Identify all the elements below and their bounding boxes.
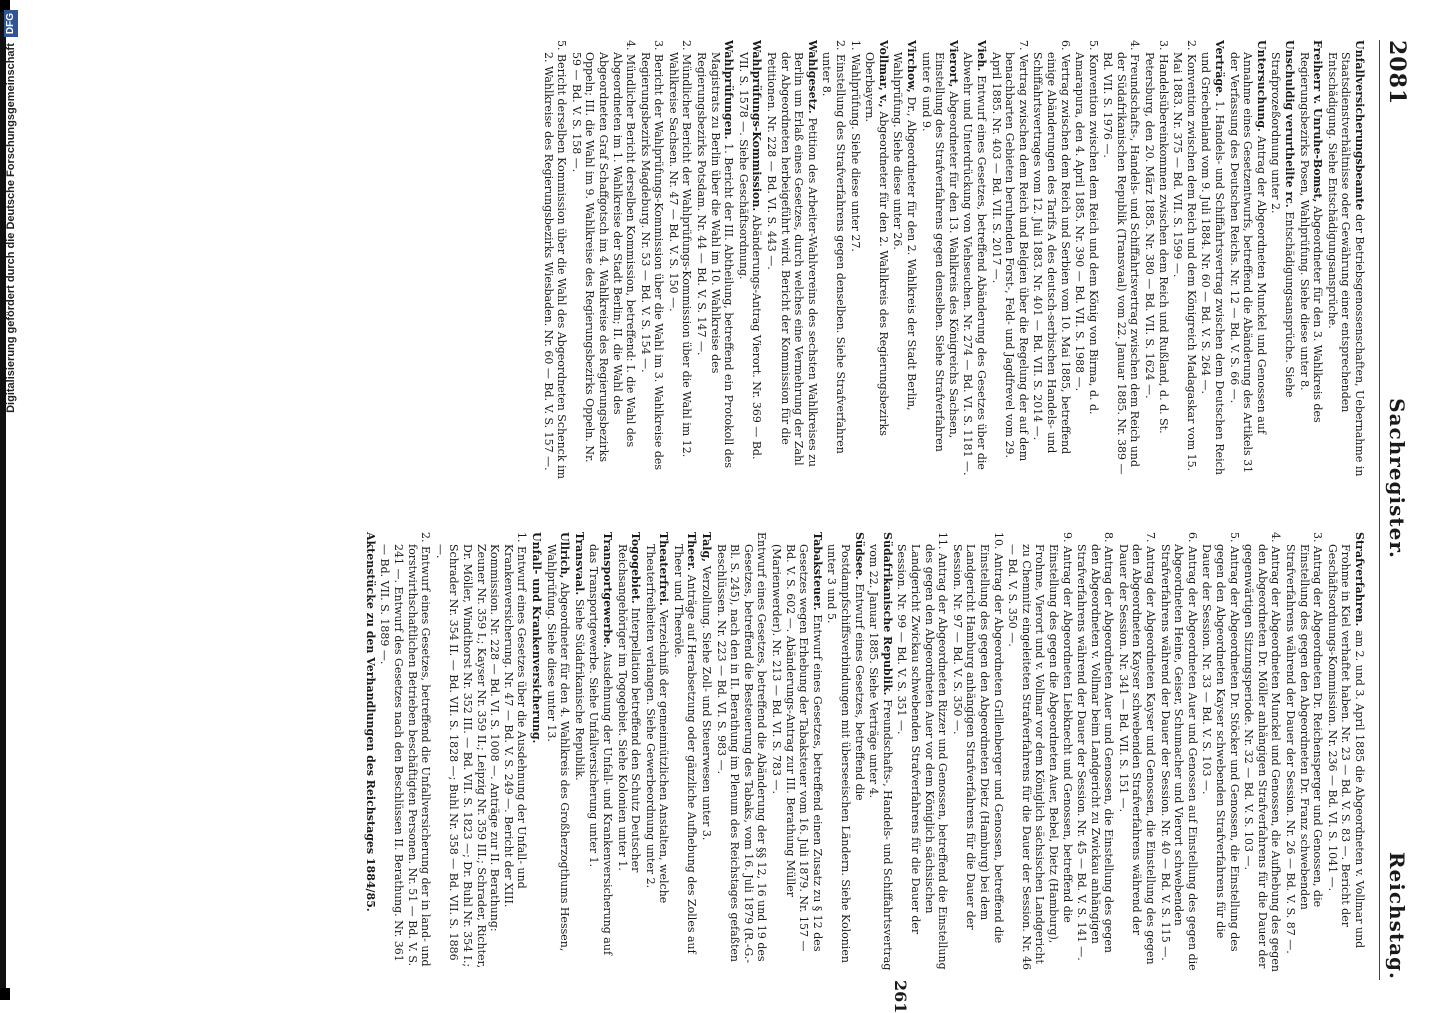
index-keyword: Unfallversicherungsbeamte <box>1353 40 1366 215</box>
index-entry <box>615 532 642 972</box>
index-keyword: Unfall- und Krankenversicherung. <box>529 532 543 744</box>
index-entry-text: 1. Wahlprüfung. Siehe diese unter 27. <box>848 40 862 252</box>
index-entry <box>643 532 670 972</box>
index-entry <box>820 40 847 480</box>
index-entry-text: Abgeordneter für den 3. Wahlkreis des Regierungsbezirks Posen, Wahlprüfung. Siehe diese unter 8. <box>1297 52 1325 423</box>
index-entry-text: 8. Antrag der Abgeordneten Auer und Genossen, die Einstellung des gegen den Abgeordneten v. Vollmar beim Landgericht zu Zwickau anhängigen Strafverfahrens während der Dauer der Session. Nr. 45 — Bd. V. S. 141 —. <box>1075 532 1116 961</box>
index-entry <box>1075 532 1116 972</box>
index-keyword: Südsee. <box>852 532 866 584</box>
index-entry <box>544 532 571 972</box>
index-entry-text: 3. Handelsübereinkommen zwischen dem Reich und Rußland, d. d. St. Petersburg, den 20. März 1885. Nr. 380 — Bd. VII. S. 1624 —. <box>1143 40 1170 434</box>
index-column-right <box>76 532 1366 972</box>
index-keyword: Theer. <box>685 532 699 575</box>
index-entry-text: Verzeichniß der gemeinnützlichen Anstalten, welche Theaterfreiheiten verlangen. Siehe Gewerbeordnung unter 2. <box>643 544 671 904</box>
page-number: 2081 <box>1384 40 1410 106</box>
index-entry <box>989 40 1030 480</box>
index-entry <box>825 532 866 972</box>
index-entry-text: Entwurf eines Gesetzes, betreffend einen Zusatz zu § 12 des Gesetzes wegen Erhebung der Tabaksteuer vom 16. Juli 1879. Nr. 157 — Bd. V. S. 602 —. Abänderungs-Antrag zur III. Berathung Müller (Marienwerder). Nr. 213 — Bd. VI. S. 783 —. <box>770 544 824 952</box>
index-entry <box>891 40 918 480</box>
index-keyword: Vierort, <box>946 40 960 92</box>
index-column-left <box>76 40 1366 480</box>
index-entry <box>1031 40 1072 480</box>
index-entry-text: 2. Einstellung des Strafverfahrens gegen denselben. Siehe Strafverfahren unter 8. <box>820 40 848 454</box>
index-keyword: Freiherr v. Unruhe-Bomst, <box>1311 40 1325 207</box>
index-entry-text: 9. Antrag der Abgeordneten Liebknecht und Genossen, betreffend die Einstellung des gegen die Abgeordneten Auer, Bebel, Dietz (Hamburg), Frohme, Vierort und v. Vollmar vor dem Königlich sächsischen Landgericht zu Chemnitz eingeleiteten Strafverfahrens für die Dauer der Session. Nr. 46 — Bd. V. S. 350 —. <box>1006 532 1074 971</box>
index-entry-text: Verzollung. Siehe Zoll- und Steuerwesen unter 3. <box>700 565 714 841</box>
index-entry-text: 1. Handels- und Schiffahrtsvertrag zwischen dem Deutschen Reich und Griechenland vom 9. Juli 1884. Nr. 60 — Bd. V. S. 264 —. <box>1199 52 1227 475</box>
index-keyword: Vieh. <box>974 40 988 76</box>
index-entry <box>378 532 432 972</box>
index-keyword: Togogebiet. <box>629 532 643 608</box>
index-keyword: Unschuldig verurtheilte rc. <box>1283 40 1297 212</box>
index-entry-text: Entwurf eines Gesetzes, betreffend Abänderung des Gesetzes über die Abwehr und Unterdrückung von Viehseuchen. Nr. 274 — Bd. VI. S. 1181 —. <box>961 52 988 476</box>
index-keyword: Ullrich, <box>558 532 572 583</box>
index-entry-text: Anträge auf Herabsetzung oder gänzliche Aufhebung des Zolles auf Theer und Theeröle. <box>671 544 699 954</box>
index-entry <box>919 40 960 480</box>
index-entry-text: 2. Entwurf eines Gesetzes, betreffend die Unfallversicherung der in land- und forstwirthschaftlichen Betrieben beschäftigten Personen. Nr. 51 — Bd. V. S. 241 —. Entwurf des Gesetzes nach den Beschlüssen II. Berathung. Nr. 361 — Bd. VII. S. 1889 —. <box>378 532 433 967</box>
index-keyword: Wahlprüfungs-Kommission. <box>750 40 764 216</box>
index-entry-text: Ausdehnung der Unfall- und Krankenversicherung auf das Transportgewerbe. Siehe Unfallversicherung unter 1. <box>587 544 614 956</box>
index-keyword: Vollmar, v., <box>876 40 890 112</box>
index-entry <box>848 40 862 480</box>
running-title: Sachregister. <box>1385 398 1409 559</box>
index-entry <box>638 40 665 480</box>
index-keyword: Wahlgesetz. <box>805 40 819 118</box>
index-keyword: Talg, <box>700 532 714 566</box>
index-entry-text: 2. Konvention zwischen dem Reich und dem Königreich Madagaskar vom 15. Mai 1883. Nr. 375 — Bd. VII. S. 1599 —. <box>1171 40 1198 472</box>
index-entry <box>1200 532 1241 972</box>
index-entry <box>572 532 586 972</box>
index-keyword: Verträge. <box>1213 40 1227 101</box>
index-entry <box>1269 40 1296 480</box>
index-entry <box>1171 40 1198 480</box>
index-entry <box>867 532 894 972</box>
index-entry <box>769 532 823 972</box>
index-entry <box>1199 40 1226 480</box>
index-entry-text: 10. Antrag der Abgeordneten Grillenberger und Genossen, betreffend die Einstellung des gegen den Abgeordneten Dietz (Hamburg) bei dem Landgericht Hamburg anhängigen Strafverfahrens für die Dauer der Session. Nr. 97 — Bd. V. S. 350 —. <box>950 532 1005 944</box>
index-entry-text: Dr., Abgeordneter für den 2. Wahlkreis der Stadt Berlin, Wahlprüfung. Siehe diese unter 26. <box>891 52 918 411</box>
rotated-document-page <box>65 40 1410 1013</box>
index-entry-text: Abänderungs-Antrag Vierort. Nr. 369 — Bd. VII. S. 1578 —. Siehe Geschäftsordnung. <box>736 52 764 460</box>
index-entry-text: 6. Vertrag zwischen dem Reich und Serbien vom 10. Mai 1885, betreffend einige Abänderungen des Tarifs A des deutsch-serbischen Handels- und Schiffahrtsvertrages vom 12. Juli 1883. Nr. 401 — Bd. VII. S. 2014 —. <box>1031 40 1072 455</box>
index-entry-text: Abgeordneter für den 13. Wahlkreis des Königreichs Sachsen, Einstellung des Strafverfahrens gegen denselben. Siehe Strafverfahren unter 6 und 9. <box>919 52 960 452</box>
index-keyword: Wahlprüfungen. <box>722 40 736 144</box>
index-keyword: Untersuchung. <box>1254 40 1268 136</box>
index-entry-text: Freundschafts-, Handels- und Schiffahrtsvertrag vom 22. Januar 1885. Siehe Verträge unter 4. <box>867 544 894 971</box>
index-entry <box>1242 532 1283 972</box>
index-entry <box>587 532 614 972</box>
index-entry-text: 5. Konvention zwischen dem Reich und dem König von Birma, d. d. Amarapura, den 4. April 1885. Nr. 390 — Bd. VII. S. 1988 —. <box>1073 40 1100 415</box>
index-entry-text: am 2. und 3. April 1885 die Abgeordneten v. Vollmar und Frohme in Kiel verhaftet haben. Nr. 23 — Bd. V. S. 83 —. Bericht der Geschäftsordnungs-Kommission. Nr. 236 — Bd. VI. S. 1041 —. <box>1325 544 1366 949</box>
index-entry <box>1325 40 1366 480</box>
index-entry-text: 6. Antrag der Abgeordneten Auer und Genossen auf Einstellung des gegen die Abgeordneten Heine, Geiser, Schumacher und Vierort schwebenden Strafverfahrens während der Dauer der Session. Nr. 40 — Bd. V. S. 115 —. <box>1158 532 1199 971</box>
index-keyword: Aktenstücke zu den Verhandlungen des Reichstages 1884/85. <box>363 532 377 912</box>
credit-text: Digitalisierung gefördert durch die Deutsche Forschungsgemeinschaft <box>5 43 17 413</box>
index-entry-text: Antrag der Abgeordneten Munckel und Genossen auf Annahme eines Gesetzentwurfs, betreffend die Abänderung des Artikels 31 der Verfassung des Deutschen Reichs. Nr. 12 — Bd. V. S. 66 —. <box>1227 52 1268 474</box>
index-entry-text: 7. Antrag der Abgeordneten Kayser und Genossen, die Einstellung des gegen den Abgeordneten Kayser schwebenden Strafverfahrens während der Dauer der Session. Nr. 341 — Bd. VII. S. 151 —. <box>1116 532 1158 965</box>
index-entry-text: 3. Antrag der Abgeordneten Dr. Reichensperger und Genossen, die Einstellung des gegen den Abgeordneten Dr. Franz schwebenden Strafverfahrens während der Dauer der Session. Nr. 26 — Bd. V. S. 87 —. <box>1284 532 1325 954</box>
section-title: Reichstag. <box>1385 851 1409 980</box>
index-entry-text: Abgeordneter für den 2. Wahlkreis des Regierungsbezirks Oberbayern. <box>863 52 890 436</box>
index-entry-text: Interpellation betreffend den Schutz Deutscher Reichsangehöriger im Togogebiet. Siehe Kolonien unter 1. <box>615 544 643 873</box>
index-entry <box>1297 40 1324 480</box>
index-entry <box>529 532 543 972</box>
index-entry <box>1325 532 1366 972</box>
index-keyword: Tabaksteuer. <box>810 532 824 615</box>
index-entry-text: Entschädigungsansprüche. Siehe Strafprozeßordnung unter 2. <box>1269 52 1297 398</box>
index-entry-text: Abgeordneter für den 4. Wahlkreis des Großherzogthums Hessen, Wahlprüfung. Siehe diese unter 13. <box>544 544 572 952</box>
index-entry <box>1073 40 1100 480</box>
index-entry-text: 7. Vertrag zwischen dem Reich und Belgien über die Regelung der auf dem benachbarten Gebieten beruhenden Forst-, Feld- und Jagdfrevel vom 29. April 1885. Nr. 403 — Bd. VII. S. 2017 —. <box>989 40 1030 462</box>
index-entry <box>895 532 949 972</box>
digitization-credit <box>0 0 22 1000</box>
index-entry-text: 3. Bericht der Wahlprüfungs-Kommission über die Wahl im 3. Wahlkreise des Regierungsbezirks Magdeburg. Nr. 53 — Bd. V. S. 154 —. <box>638 40 666 471</box>
index-entry <box>433 532 528 972</box>
index-entry-text: Entwurf eines Gesetzes, betreffend die Abänderung der §§ 12, 16 und 19 des Gesetzes, betreffend die Besteuerung des Tabaks, vom 16. Juli 1879 (R.-G.-Bl. S. 245), nach den in II. Berathung im Plenum des Reichstages gefaßten Beschlüssen. Nr. 223 — Bd. VI. S. 983 —. <box>714 532 769 964</box>
bottom-page-number: 261 <box>891 980 910 1013</box>
index-keyword: Virchow, <box>905 40 918 97</box>
index-entry-text: 5. Bericht derselben Kommission über die Wahl des Abgeordneten Schenck im 2. Wahlkreise des Regierungsbezirks Wiesbaden. Nr. 60 — Bd. V. S. 157 —. <box>541 40 569 479</box>
index-entry <box>700 532 714 972</box>
index-entry <box>569 40 637 480</box>
index-keyword: Südafrikanische Republik. <box>880 532 894 700</box>
index-entry <box>363 532 377 972</box>
index-entry <box>764 40 818 480</box>
index-entry-text: 5. Antrag der Abgeordneten Dr. Stöcker und Genossen, die Einstellung des gegen den Abgeordneten Kayser schwebenden Strafverfahrens für die Dauer der Session. Nr. 33 — Bd. V. S. 103 —. <box>1200 532 1241 952</box>
index-entry-text: der Betriebsgenossenschaften, Uebernahme in Staatsdienstverhältnisse oder Gewährung einer entsprechenden Entschädigung. Siehe Entschädigungsansprüche. <box>1325 52 1366 477</box>
index-entry <box>736 40 763 480</box>
index-entry <box>671 532 698 972</box>
index-entry-text: 1. Bericht der III. Abtheilung, betreffend ein Protokoll des Magistrats zu Berlin über die Wahl im 10. Wahlkreise des Regierungsbezirks Potsdam. Nr. 44 — Bd. V. S. 147 —. <box>695 52 736 469</box>
index-entry <box>1116 532 1157 972</box>
index-entry-text: Siehe Südafrikanische Republik. <box>572 598 586 781</box>
index-entry <box>1101 40 1142 480</box>
page-header <box>1379 40 1410 980</box>
index-keyword: Transvaal. <box>572 532 586 599</box>
index-entry <box>1283 532 1324 972</box>
index-entry-text: 1. Entwurf eines Gesetzes über die Ausdehnung der Unfall- und Krankenversicherung. Nr. 47 — Bd. V. S. 249 —. Bericht der XIII. Kommission. Nr. 228 — Bd. VI. S. 1008 —. Anträge zur II. Berathung: Zeuner Nr. 359 I.; Kayser Nr. 359 II.; Leipzig Nr. 359 III.; Schrader, Richter, Dr. Möller, Windthorst Nr. 352 III. — Bd. VII. S. 1823 —; Dr. Buhl Nr. 354 I.; Schrader Nr. 354 II. — Bd. VII. S. 1828 —; Buhl Nr. 358 — Bd. VII. S. 1886 —. <box>433 532 529 969</box>
index-keyword: Theaterfrei. <box>657 532 671 610</box>
index-entry <box>714 532 768 972</box>
index-entry-text: Petition des Arbeiter-Wahlvereins des sechsten Wahlkreises zu Berlin um Erlaß eines Gesetzes, durch welches eine Vermehrung der Zahl der Abgeordneten herbeigeführt wird. Bericht der Kommission für die Petitionen. Nr. 228 — Bd. VI. S. 443 —. <box>765 52 819 467</box>
index-entry-text: 11. Antrag der Abgeordneten Rizzer und Genossen, betreffend die Einstellung des gegen den Abgeordneten Auer vor dem Königlich sächsischen Landgericht Zwickau schwebenden Strafverfahrens für die Dauer der Session. Nr. 99 — Bd. V. S. 351 —. <box>895 532 950 970</box>
index-entry <box>1143 40 1170 480</box>
index-entry-text: 4. Antrag der Abgeordneten Munckel und Genossen, die Aufhebung des gegen den Abgeordneten Dr. Möller anhängigen Strafverfahrens für die Dauer der gegenwärtigen Sitzungsperiode. Nr. 32 — Bd. V. S. 103 —. <box>1242 532 1283 972</box>
index-keyword: Transportgewerbe. <box>600 532 614 652</box>
index-entry <box>863 40 890 480</box>
dfg-logo: DFG <box>4 10 18 37</box>
index-entry <box>695 40 736 480</box>
index-entry <box>961 40 988 480</box>
index-entry-text: Entwurf eines Gesetzes, betreffend die Postdampfschiffsverbindungen mit überseeischen Ländern. Siehe Kolonien unter 3 und 5. <box>825 544 866 963</box>
index-entry-text: 4. Mündlicher Bericht derselben Kommission, betreffend: I. die Wahl des Abgeordneten im 1. Wahlkreise der Stadt Berlin; II. die Wahl des Abgeordneten Graf Schaffgotsch im 4. Wahlkreise des Regierungsbezirks Oppeln; III. die Wahl im 9. Wahlkreise des Regierungsbezirks Oppeln. Nr. 59 — Bd. V. S. 158 —. <box>569 40 638 463</box>
index-entry-text: 2. Mündlicher Bericht der Wahlprüfungs-Kommission über die Wahl im 12. Wahlkreise Sachsen. Nr. 47 — Bd. V. S. 150 —. <box>666 40 694 458</box>
index-entry <box>950 532 1004 972</box>
index-entry <box>666 40 693 480</box>
index-entry <box>1006 532 1074 972</box>
index-entry-text: 4. Freundschafts-, Handels- und Schiffahrtsvertrag zwischen dem Reich und der Südafrikanischen Republik (Transvaal) vom 22. Januar 1885. Nr. 389 — Bd. VII. S. 1976 —. <box>1101 40 1142 475</box>
index-keyword: Strafverfahren. <box>1353 532 1366 631</box>
index-entry <box>1227 40 1268 480</box>
index-entry <box>541 40 568 480</box>
index-entry <box>1158 532 1199 972</box>
